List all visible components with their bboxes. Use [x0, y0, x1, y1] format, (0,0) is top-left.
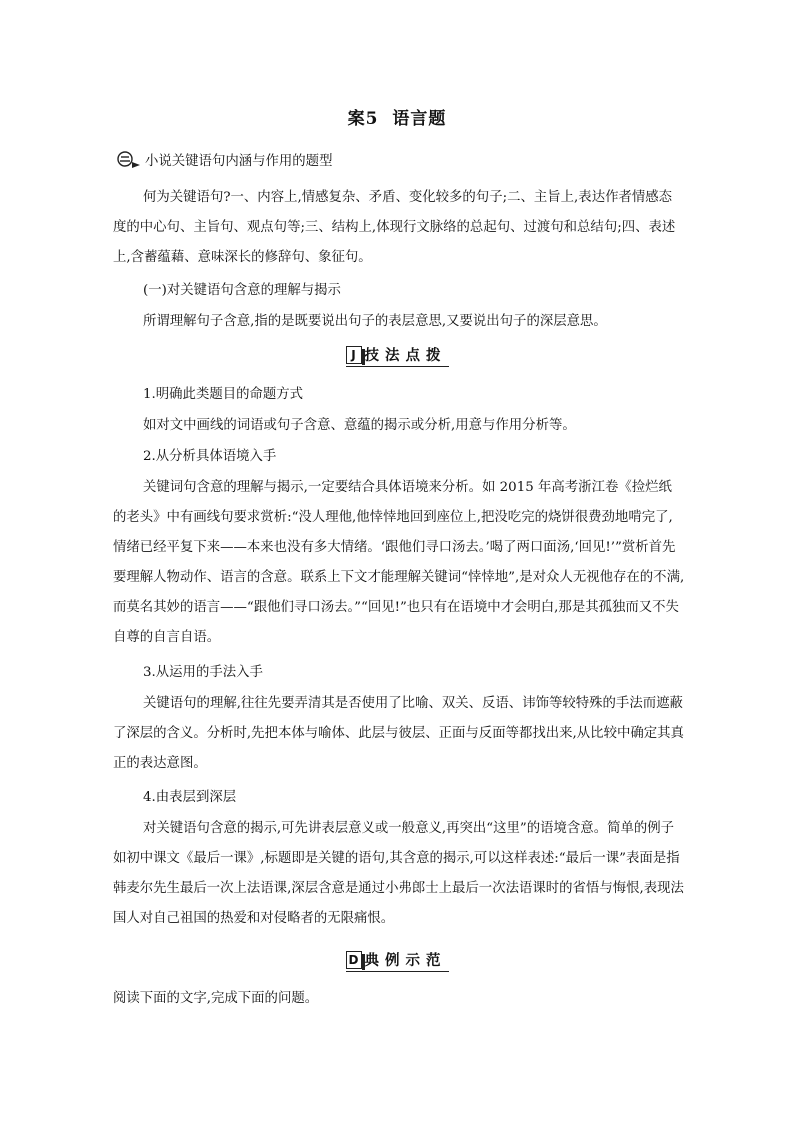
banner-techniques	[0, 344, 794, 367]
paragraph-definition: 所谓理解句子含意,指的是既要说出句子的表层意思,又要说出句子的深层意思。	[143, 314, 607, 329]
banner-letter-icon: J	[346, 346, 362, 364]
section-number-icon	[117, 149, 141, 169]
section-heading-text: 小说关键语句内涵与作用的题型	[145, 153, 333, 169]
banner-letter-icon: D	[346, 951, 362, 969]
heading-1: 1.明确此类题目的命题方式	[143, 387, 304, 402]
paragraph-2: 关键词句含意的理解与揭示,一定要结合具体语境来分析。如 2015 年高考浙江卷《捡烂纸的老头》中有画线句要求赏析:“没人理他,他悻悻地回到座位上,把没吃完的烧饼很费劲地啃完了,情绪已经平复下来——本来也没有多大情绪。‘跟他们寻口汤去。’喝了两口面汤,‘回见!’”赏析首先要理解人物动作、语言的含意。联系上下文才能理解关键词“悻悻地”,是对众人无视他存在的不满,而莫名其妙的语言——“跟他们寻口汤去。”“回见!”也只有在语境中才会明白,那是其孤独而又不失自尊的自言自语。	[113, 480, 685, 645]
paragraph-4: 对关键语句含意的揭示,可先讲表层意义或一般意义,再突出“这里”的语境含意。简单的例子如初中课文《最后一课》,标题即是关键的语句,其含意的揭示,可以这样表述:“最后一课”表面是指韩麦尔先生最后一次上法语课,深层含意是通过小弗郎士上最后一次法语课时的省悟与悔恨,表现法国人对自己祖国的热爱和对侵略者的无限痛恨。	[113, 821, 684, 926]
title-topic: 语言题	[392, 109, 447, 129]
title-case-number: 案5	[347, 109, 379, 129]
section-heading	[117, 147, 332, 171]
heading-4: 4.由表层到深层	[143, 790, 237, 805]
heading-3: 3.从运用的手法入手	[143, 665, 263, 680]
banner-examples-text: 典例示范	[364, 952, 447, 969]
reading-instruction: 阅读下面的文字,完成下面的问题。	[113, 991, 319, 1006]
subheading-1: (一)对关键语句含意的理解与揭示	[143, 283, 341, 298]
paragraph-intro: 何为关键语句?一、内容上,情感复杂、矛盾、变化较多的句子;二、主旨上,表达作者情感态度的中心句、主旨句、观点句等;三、结构上,体现行文脉络的总起句、过渡句和总结句;四、表述上,含蓄蕴藉、意味深长的修辞句、象征句。	[113, 190, 676, 265]
banner-examples	[0, 949, 794, 972]
paragraph-1: 如对文中画线的词语或句子含意、意蕴的揭示或分析,用意与作用分析等。	[143, 418, 576, 433]
paragraph-3: 关键语句的理解,往往先要弄清其是否使用了比喻、双关、反语、讳饰等较特殊的手法而遮蔽了深层的含义。分析时,先把本体与喻体、此层与彼层、正面与反面等都找出来,从比较中确定其真正的表达意图。	[113, 696, 684, 771]
banner-techniques-text: 技法点拨	[364, 347, 447, 364]
page-title	[0, 104, 794, 129]
heading-2: 2.从分析具体语境入手	[143, 449, 277, 464]
